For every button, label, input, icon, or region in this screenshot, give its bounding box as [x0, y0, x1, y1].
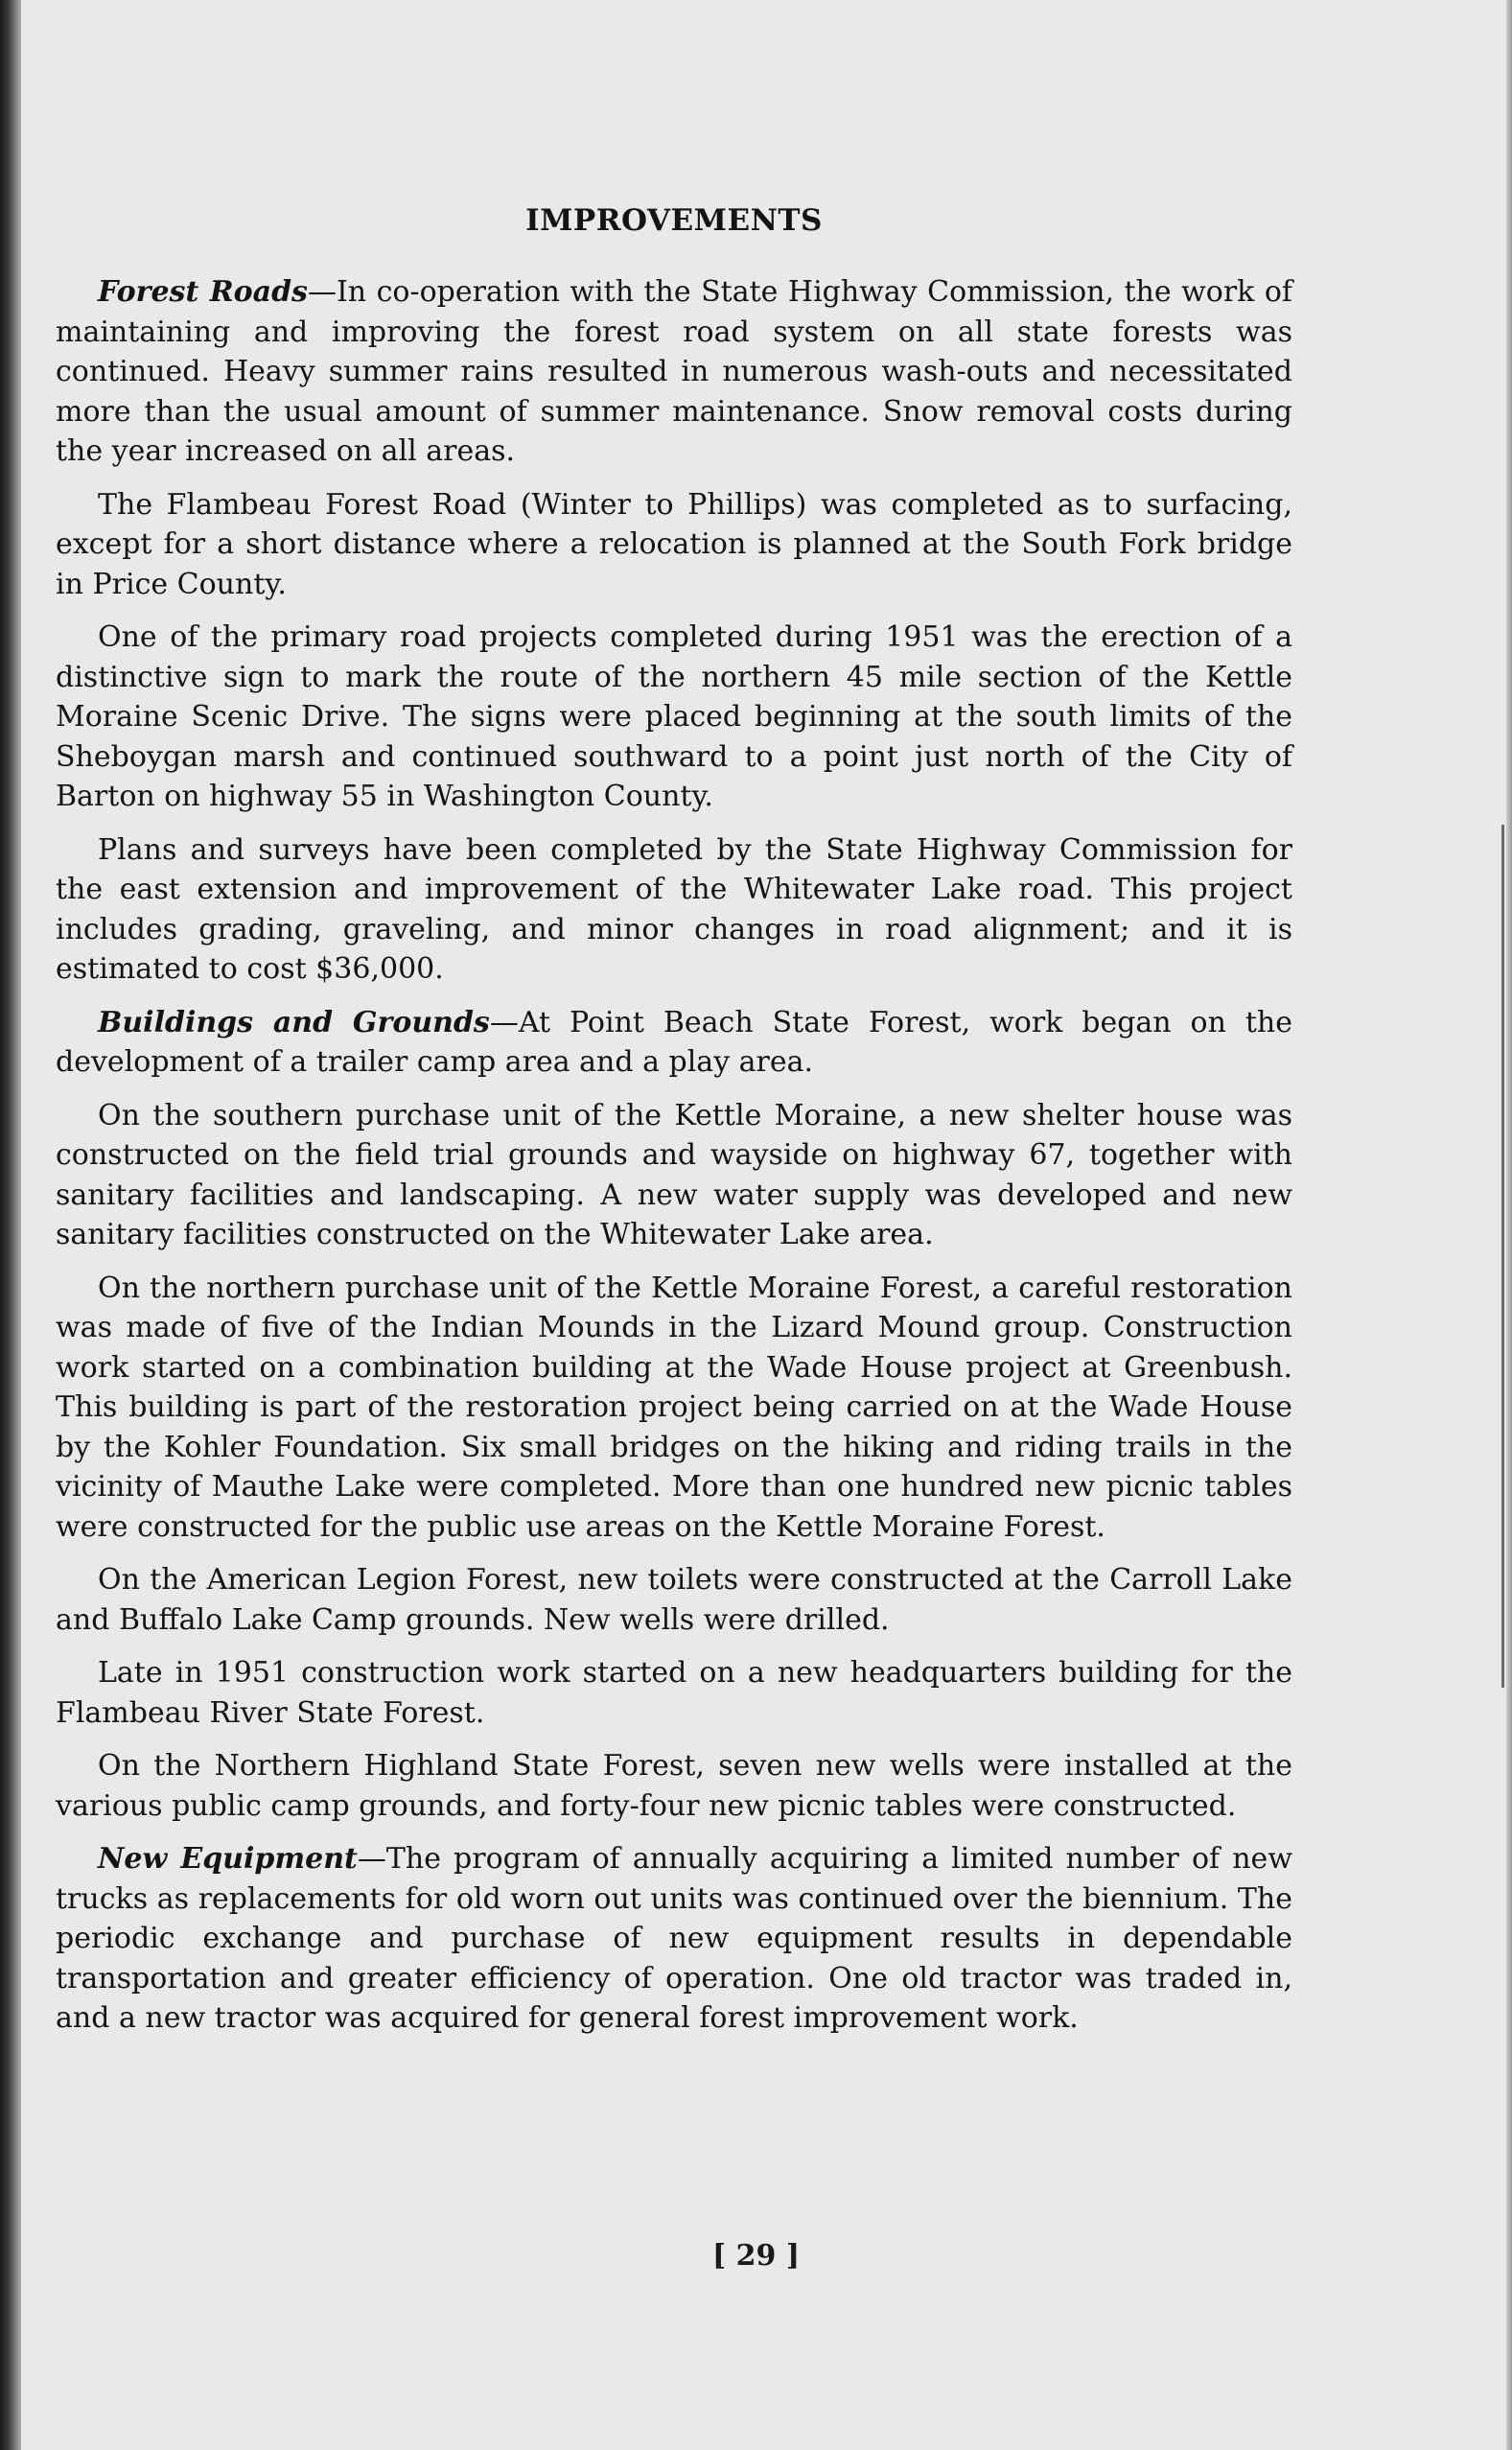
paragraph-text: On the Northern Highland State Forest, seven new wells were installed at the various public camp grounds, and forty-four new picnic tables were constructed. [56, 1749, 1292, 1823]
section-heading: IMPROVEMENTS [525, 203, 823, 238]
paragraph-southern-unit [56, 1096, 1292, 1255]
paragraph-northern-unit [56, 1269, 1292, 1548]
paragraph-northern-highland [56, 1746, 1292, 1826]
paragraph-text: Late in 1951 construction work started on a new headquarters building for the Flambeau River State Forest. [56, 1656, 1292, 1730]
paragraph-text: Plans and surveys have been completed by the State Highway Commission for the east extension and improvement of the Whitewater Lake road. This project includes grading, graveling, and minor changes in road alignment; and it is estimated to cost $36,000. [56, 832, 1292, 986]
paragraph-lead: Forest Roads [98, 275, 308, 309]
paragraph-american-legion [56, 1560, 1292, 1640]
paragraph-text: On the northern purchase unit of the Kettle Moraine Forest, a careful restoration was made of five of the Indian Mounds in the Lizard Mound group. Construction work started on a combination building at the Wade House project at Greenbush. This building is part of the restoration project being carried on at the Wade House by the Kohler Foundation. Six small bridges on the hiking and riding trails in the vicinity of Mauthe Lake were completed. More than one hundred new picnic tables were constructed for the public use areas on the Kettle Moraine Forest. [56, 1271, 1292, 1544]
page-content [56, 187, 1292, 2052]
binding-edge [0, 0, 21, 2450]
paragraph-lead: Buildings and Grounds [98, 1005, 490, 1039]
paragraph-text: —The program of annually acquiring a limited number of new trucks as replacements for old worn out units was continued over the biennium. The periodic exchange and purchase of new equipment results in dependable transportation and greater efficiency of operation. One old tractor was traded in, and a new tractor was acquired for general forest improvement work. [56, 1842, 1292, 2035]
paragraph-flambeau-headquarters [56, 1653, 1292, 1733]
paragraph-buildings-grounds [56, 1003, 1292, 1083]
paragraph-text: On the American Legion Forest, new toilets were constructed at the Carroll Lake and Buffalo Lake Camp grounds. New wells were drilled. [56, 1563, 1292, 1637]
paragraph-whitewater-road [56, 830, 1292, 990]
page-right-edge [1506, 0, 1512, 2450]
paragraph-text: —In co-operation with the State Highway Commission, the work of maintaining and improving the forest road system on all state forests was continued. Heavy summer rains resulted in numerous wash-outs and necessitated more than the usual amount of summer maintenance. Snow removal costs during the year increased on all areas. [56, 275, 1292, 468]
paragraph-flambeau-road [56, 485, 1292, 605]
paragraph-lead: New Equipment [98, 1842, 358, 1876]
paragraph-text: One of the primary road projects completed during 1951 was the erection of a distinctive sign to mark the route of the northern 45 mile section of the Kettle Moraine Scenic Drive. The signs were placed beginning at the south limits of the Sheboygan marsh and continued southward to a point just north of the City of Barton on highway 55 in Washington County. [56, 620, 1292, 813]
paragraph-scenic-drive [56, 618, 1292, 817]
paragraph-text: —At Point Beach State Forest, work began on the development of a trailer camp area and a play area. [56, 1005, 1292, 1079]
margin-rule [1501, 825, 1504, 1688]
paragraph-new-equipment [56, 1839, 1292, 2039]
paragraph-text: The Flambeau Forest Road (Winter to Phillips) was completed as to surfacing, except for a short distance where a relocation is planned at the South Fork bridge in Price County. [56, 487, 1292, 601]
page-number: [ 29 ] [711, 2239, 801, 2273]
paragraph-text: On the southern purchase unit of the Kettle Moraine, a new shelter house was constructed on the field trial grounds and wayside on highway 67, together with sanitary facilities and landscaping. A new water supply was developed and new sanitary facilities constructed on the Whitewater Lake area. [56, 1098, 1292, 1251]
paragraph-forest-roads [56, 272, 1292, 472]
